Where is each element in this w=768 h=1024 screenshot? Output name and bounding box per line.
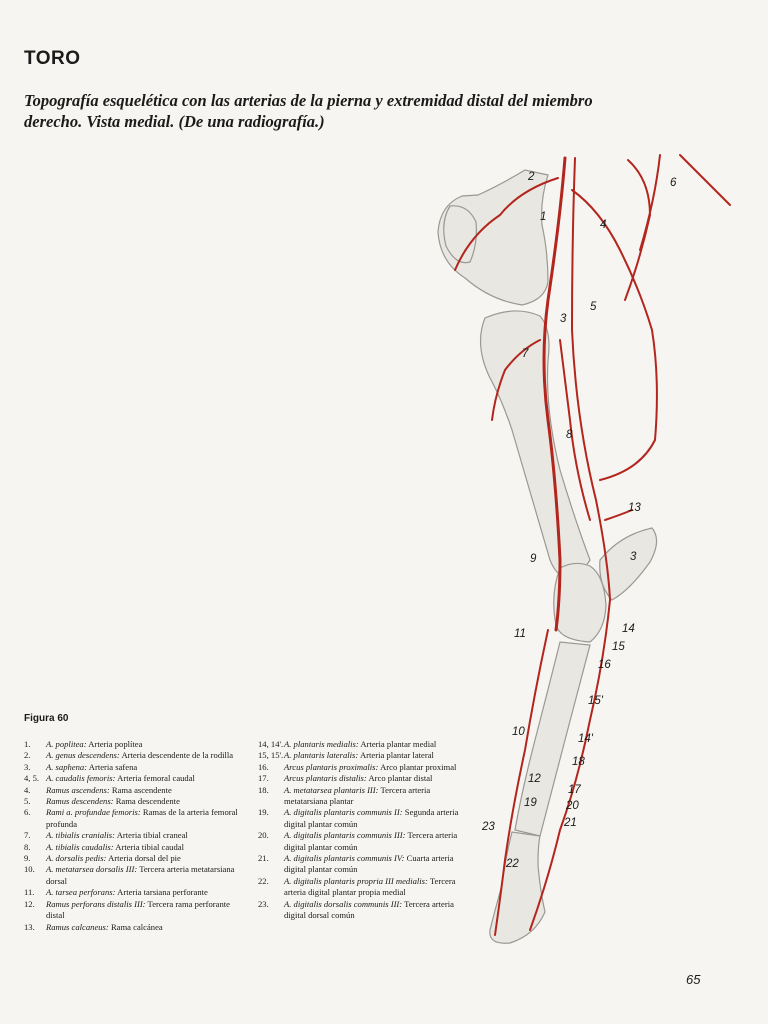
figure-label-22: 22 xyxy=(506,858,519,870)
legend-item xyxy=(24,773,250,784)
legend-term: A. digitalis plantaris propria III medialis: xyxy=(284,875,428,886)
figure-label-20: 20 xyxy=(566,800,579,812)
legend-term: A. caudalis femoris: xyxy=(46,773,116,784)
legend-item xyxy=(24,796,250,807)
legend-term: A. plantaris lateralis: xyxy=(284,750,359,761)
legend-number: 4, 5. xyxy=(24,773,40,784)
figure-label-15: 15 xyxy=(612,641,625,653)
legend-number: 16. xyxy=(258,761,269,772)
legend-description: Tercera arteria metatarsiana plantar xyxy=(284,784,431,807)
legend-term: Arcus plantaris proximalis: xyxy=(284,761,379,772)
deep-femoral-branches xyxy=(625,155,730,300)
legend-term: A. digitalis plantaris communis III: xyxy=(284,830,406,841)
legend-item xyxy=(258,785,470,808)
legend-description: Segunda arteria digital plantar común xyxy=(284,807,459,829)
page-subtitle: Topografía esquelética con las arterias de la pierna y extremidad distal del miembro derecho. Vista medial. (De una radiografía.) xyxy=(24,91,593,131)
legend-item xyxy=(24,807,250,830)
legend-term: Ramus ascendens: xyxy=(46,784,110,795)
calcaneus-bone xyxy=(600,528,657,600)
legend-term: A. metatarsea plantaris III: xyxy=(284,784,379,795)
figure-label-14-prime: 14' xyxy=(578,733,593,745)
legend-description: Tercera arteria digital plantar común xyxy=(284,830,458,852)
legend-number: 20. xyxy=(258,830,269,841)
legend-number: 14, 14'. xyxy=(258,739,284,749)
figure-label-10: 10 xyxy=(512,726,525,738)
legend-item xyxy=(24,785,250,796)
legend-description: Cuarta arteria digital plantar común xyxy=(284,853,454,875)
figure-label-17: 17 xyxy=(568,784,581,796)
legend-term: A. metatarsea dorsalis III: xyxy=(46,864,138,875)
legend-item xyxy=(24,853,250,864)
page-number: 65 xyxy=(686,972,701,987)
legend-description: Arco plantar distal xyxy=(368,773,433,784)
legend-term: A. poplitea: xyxy=(46,739,87,749)
legend-term: A. digitalis dorsalis communis III: xyxy=(284,898,403,909)
legend-item xyxy=(24,899,250,922)
figure-label-2: 2 xyxy=(528,171,535,183)
legend-description: Arteria safena xyxy=(88,761,138,772)
legend-item xyxy=(24,922,250,933)
legend-number: 2. xyxy=(24,750,31,761)
legend-number: 19. xyxy=(258,807,269,818)
tarsus-bone xyxy=(554,563,606,642)
figure-label-7: 7 xyxy=(522,348,529,360)
legend-item xyxy=(258,762,470,773)
figure-label-3-calcaneal: 3 xyxy=(630,551,637,563)
figure-label-12: 12 xyxy=(528,773,541,785)
legend-term: A. tibialis caudalis: xyxy=(46,841,114,852)
legend-term: Ramus calcaneus: xyxy=(46,921,109,932)
figure-label-8: 8 xyxy=(566,429,573,441)
legend-item xyxy=(258,773,470,784)
legend-term: Ramus descendens: xyxy=(46,796,114,807)
legend-item xyxy=(258,899,470,922)
legend-number: 4. xyxy=(24,784,31,795)
legend-number: 15, 15'. xyxy=(258,750,284,761)
legend-term: A. tarsea perforans: xyxy=(46,887,116,898)
legend-number: 23. xyxy=(258,898,269,909)
legend-number: 10. xyxy=(24,864,35,875)
figure-label-23: 23 xyxy=(482,821,495,833)
legend-term: Rami a. profundae femoris: xyxy=(46,807,141,818)
legend-description: Rama ascendente xyxy=(111,784,172,795)
figure-label-16: 16 xyxy=(598,659,611,671)
legend-item xyxy=(258,807,470,830)
legend-item xyxy=(24,842,250,853)
legend-number: 11. xyxy=(24,887,35,898)
legend-number: 18. xyxy=(258,784,269,795)
legend-number: 13. xyxy=(24,921,35,932)
legend-description: Arteria tibial craneal xyxy=(116,830,188,841)
figure-label-5: 5 xyxy=(590,301,597,313)
legend-description: Arteria dorsal del pie xyxy=(108,853,181,864)
phalanx-bones xyxy=(490,832,545,943)
legend-description: Tercera rama perforante distal xyxy=(46,898,230,921)
figure-label-11: 11 xyxy=(514,628,526,640)
figure-label-21: 21 xyxy=(564,817,577,829)
legend-number: 8. xyxy=(24,841,31,852)
legend-number: 3. xyxy=(24,761,31,772)
figure-label-15-prime: 15' xyxy=(588,695,603,707)
figure-label-1: 1 xyxy=(540,211,547,223)
figure-label-14: 14 xyxy=(622,623,635,635)
legend-description: Arteria tibial caudal xyxy=(115,841,184,852)
legend-left xyxy=(24,739,250,933)
legend-item xyxy=(24,739,250,750)
legend-term: A. digitalis plantaris communis IV: xyxy=(284,853,405,864)
legend-number: 5. xyxy=(24,796,31,807)
figure-label-6: 6 xyxy=(670,177,677,189)
figure-label-19: 19 xyxy=(524,797,537,809)
legend-description: Arteria femoral caudal xyxy=(117,773,195,784)
legend-number: 17. xyxy=(258,773,269,784)
legend-number: 1. xyxy=(24,739,31,749)
legend-item xyxy=(258,853,470,876)
legend-description: Rama descendente xyxy=(115,796,180,807)
legend-item xyxy=(258,876,470,899)
legend-item xyxy=(24,762,250,773)
legend-description: Arteria plantar lateral xyxy=(359,750,434,761)
legend-number: 22. xyxy=(258,875,269,886)
figure-caption: Figura 60 xyxy=(24,713,69,724)
legend-description: Arteria tarsiana perforante xyxy=(117,887,208,898)
figure-label-13: 13 xyxy=(628,502,641,514)
legend-term: A. digitalis plantaris communis II: xyxy=(284,807,403,818)
figure-label-3: 3 xyxy=(560,313,567,325)
legend-description: Arteria poplítea xyxy=(88,739,143,749)
legend-item xyxy=(24,864,250,887)
legend-term: Arcus plantaris distalis: xyxy=(284,773,367,784)
legend-number: 6. xyxy=(24,807,31,818)
legend-term: A. saphena: xyxy=(46,761,88,772)
figure-label-9: 9 xyxy=(530,553,537,565)
legend-number: 9. xyxy=(24,853,31,864)
legend-item xyxy=(24,750,250,761)
legend-number: 12. xyxy=(24,898,35,909)
legend-item xyxy=(24,887,250,898)
legend-term: A. dorsalis pedis: xyxy=(46,853,107,864)
legend-item xyxy=(24,830,250,841)
legend-description: Arco plantar proximal xyxy=(380,761,457,772)
figure-label-4: 4 xyxy=(600,219,607,231)
legend-term: Ramus perforans distalis III: xyxy=(46,898,146,909)
legend-description: Tercera arteria metatarsiana dorsal xyxy=(46,864,235,886)
legend-term: A. genus descendens: xyxy=(46,750,120,761)
legend-number: 7. xyxy=(24,830,31,841)
legend-item xyxy=(258,739,470,750)
legend-term: A. plantaris medialis: xyxy=(284,739,359,749)
legend-item xyxy=(258,830,470,853)
legend-description: Ramas de la arteria femoral profunda xyxy=(46,807,238,829)
figure-label-18: 18 xyxy=(572,756,585,768)
legend-description: Arteria descendente de la rodilla xyxy=(121,750,234,761)
legend-item xyxy=(258,750,470,761)
legend-description: Tercera arteria digital plantar propia medial xyxy=(284,875,456,898)
legend-description: Arteria plantar medial xyxy=(360,739,437,749)
page-title: TORO xyxy=(24,48,81,69)
bones xyxy=(438,170,657,943)
legend-description: Tercera arteria digital dorsal común xyxy=(284,898,454,921)
legend-term: A. tibialis cranialis: xyxy=(46,830,115,841)
legend-right xyxy=(258,739,470,922)
legend-number: 21. xyxy=(258,853,269,864)
legend-description: Rama calcánea xyxy=(110,921,163,932)
